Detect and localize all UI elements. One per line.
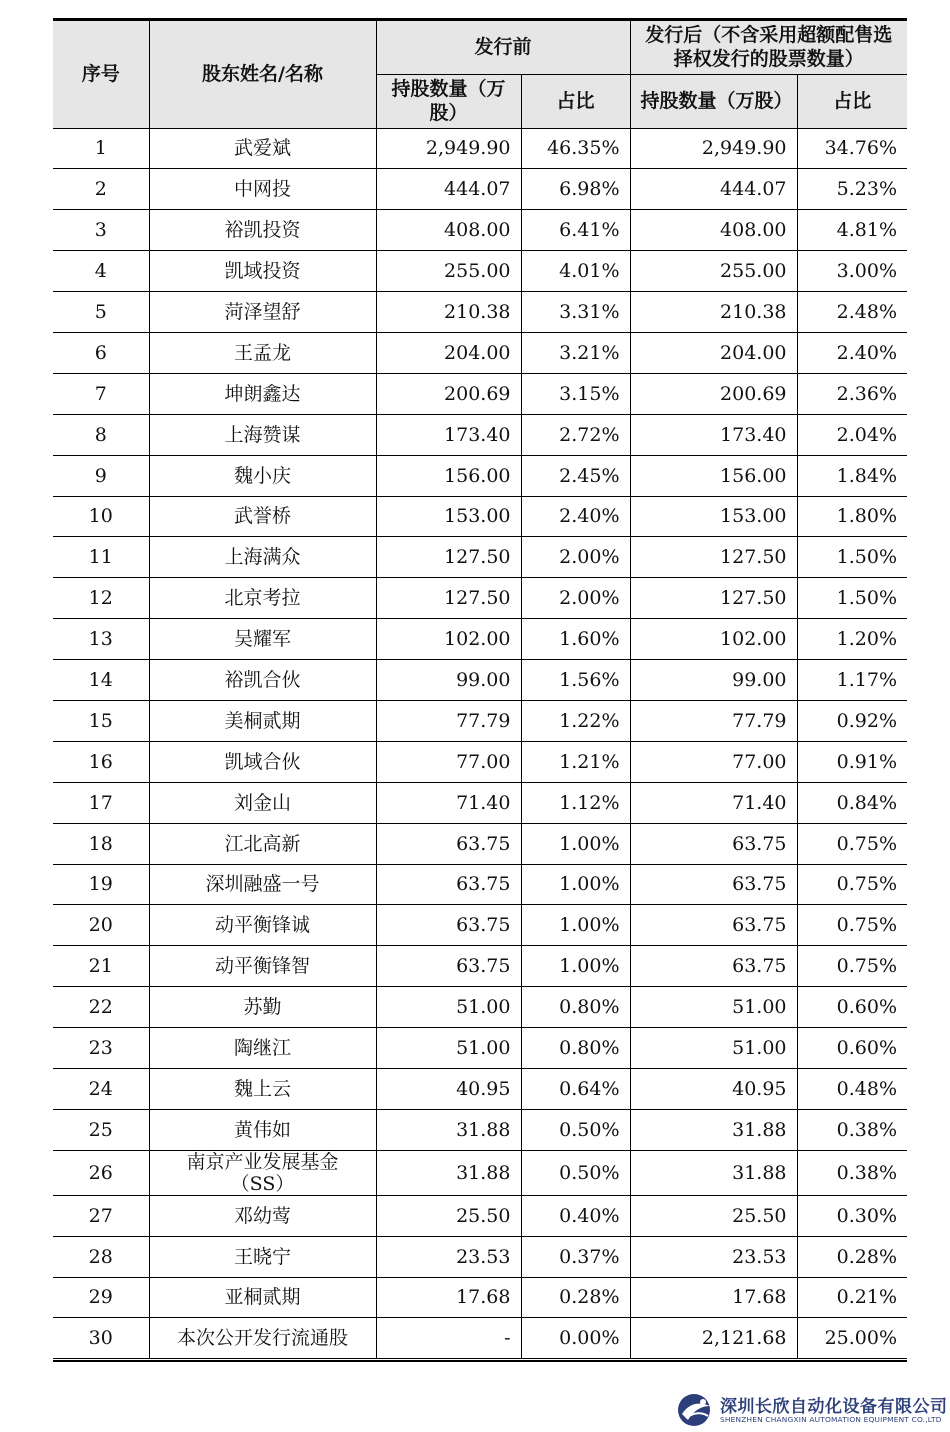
row-name: 魏小庆 — [149, 455, 376, 496]
row-before-shares: 153.00 — [376, 496, 521, 537]
row-before-shares: 127.50 — [376, 578, 521, 619]
row-after-shares: 63.75 — [630, 864, 797, 905]
row-before-shares: 127.50 — [376, 537, 521, 578]
row-after-ratio: 0.60% — [797, 987, 907, 1028]
row-after-shares: 40.95 — [630, 1068, 797, 1109]
row-seq: 4 — [53, 251, 149, 292]
row-seq: 30 — [53, 1318, 149, 1358]
table-row — [53, 782, 907, 823]
row-seq: 11 — [53, 537, 149, 578]
row-seq: 22 — [53, 987, 149, 1028]
table-row — [53, 1318, 907, 1358]
row-before-ratio: 0.00% — [521, 1318, 630, 1358]
row-seq: 24 — [53, 1068, 149, 1109]
row-seq: 25 — [53, 1109, 149, 1150]
row-seq: 10 — [53, 496, 149, 537]
header-before-shares: 持股数量（万股） — [376, 74, 521, 128]
row-after-shares: 127.50 — [630, 537, 797, 578]
row-before-shares: 71.40 — [376, 782, 521, 823]
row-after-ratio: 1.20% — [797, 619, 907, 660]
row-after-shares: 127.50 — [630, 578, 797, 619]
header-name: 股东姓名/名称 — [149, 21, 376, 128]
table-row — [53, 741, 907, 782]
row-before-shares: 77.79 — [376, 700, 521, 741]
row-before-ratio: 1.00% — [521, 823, 630, 864]
header-before-ratio: 占比 — [521, 74, 630, 128]
company-name-en: SHENZHEN CHANGXIN AUTOMATION EQUIPMENT CO.,LTD — [720, 1415, 942, 1424]
row-name: 北京考拉 — [149, 578, 376, 619]
row-before-shares: - — [376, 1318, 521, 1358]
row-after-ratio: 0.75% — [797, 946, 907, 987]
row-seq: 18 — [53, 823, 149, 864]
row-before-shares: 51.00 — [376, 1028, 521, 1069]
table-row — [53, 292, 907, 333]
row-before-shares: 204.00 — [376, 332, 521, 373]
row-seq: 20 — [53, 905, 149, 946]
row-after-shares: 408.00 — [630, 210, 797, 251]
table-row — [53, 1236, 907, 1277]
row-seq: 17 — [53, 782, 149, 823]
row-before-shares: 200.69 — [376, 373, 521, 414]
row-after-shares: 31.88 — [630, 1150, 797, 1195]
row-after-ratio: 0.75% — [797, 823, 907, 864]
row-after-shares: 25.50 — [630, 1195, 797, 1236]
row-before-ratio: 3.15% — [521, 373, 630, 414]
row-after-ratio: 0.92% — [797, 700, 907, 741]
row-before-shares: 31.88 — [376, 1150, 521, 1195]
row-seq: 5 — [53, 292, 149, 333]
changxin-logo-icon — [676, 1392, 716, 1428]
row-after-shares: 200.69 — [630, 373, 797, 414]
row-before-shares: 210.38 — [376, 292, 521, 333]
row-after-ratio: 1.80% — [797, 496, 907, 537]
row-before-ratio: 2.00% — [521, 537, 630, 578]
table-row — [53, 1195, 907, 1236]
table-row — [53, 251, 907, 292]
table-row — [53, 1028, 907, 1069]
row-seq: 19 — [53, 864, 149, 905]
row-after-ratio: 2.36% — [797, 373, 907, 414]
row-before-ratio: 3.31% — [521, 292, 630, 333]
row-after-ratio: 0.84% — [797, 782, 907, 823]
row-before-ratio: 1.12% — [521, 782, 630, 823]
row-before-ratio: 2.72% — [521, 414, 630, 455]
row-name: 陶继江 — [149, 1028, 376, 1069]
row-seq: 8 — [53, 414, 149, 455]
row-name: 吴耀军 — [149, 619, 376, 660]
row-after-ratio: 1.50% — [797, 578, 907, 619]
table-row — [53, 1068, 907, 1109]
row-after-ratio: 4.81% — [797, 210, 907, 251]
table-row — [53, 946, 907, 987]
row-before-ratio: 3.21% — [521, 332, 630, 373]
row-before-shares: 23.53 — [376, 1236, 521, 1277]
row-before-ratio: 1.00% — [521, 946, 630, 987]
table-row — [53, 455, 907, 496]
row-after-shares: 99.00 — [630, 660, 797, 701]
row-name: 裕凯投资 — [149, 210, 376, 251]
table-row — [53, 414, 907, 455]
row-after-ratio: 0.91% — [797, 741, 907, 782]
row-name: 武誉桥 — [149, 496, 376, 537]
row-after-ratio: 0.38% — [797, 1150, 907, 1195]
row-before-shares: 99.00 — [376, 660, 521, 701]
row-after-shares: 17.68 — [630, 1277, 797, 1318]
row-name: 菏泽望舒 — [149, 292, 376, 333]
row-before-ratio: 0.64% — [521, 1068, 630, 1109]
row-seq: 1 — [53, 128, 149, 169]
row-before-ratio: 0.80% — [521, 987, 630, 1028]
row-before-ratio: 1.00% — [521, 905, 630, 946]
row-seq: 28 — [53, 1236, 149, 1277]
row-name: 王孟龙 — [149, 332, 376, 373]
row-seq: 6 — [53, 332, 149, 373]
row-after-ratio: 2.04% — [797, 414, 907, 455]
row-before-shares: 173.40 — [376, 414, 521, 455]
row-before-ratio: 1.22% — [521, 700, 630, 741]
row-before-shares: 63.75 — [376, 864, 521, 905]
row-after-shares: 23.53 — [630, 1236, 797, 1277]
row-name: 中网投 — [149, 169, 376, 210]
row-seq: 15 — [53, 700, 149, 741]
table-row — [53, 169, 907, 210]
row-before-ratio: 1.21% — [521, 741, 630, 782]
row-before-ratio: 46.35% — [521, 128, 630, 169]
company-logo — [676, 1392, 946, 1428]
row-before-shares: 51.00 — [376, 987, 521, 1028]
row-before-ratio: 4.01% — [521, 251, 630, 292]
row-after-shares: 51.00 — [630, 987, 797, 1028]
row-name: 亚桐贰期 — [149, 1277, 376, 1318]
row-name: 黄伟如 — [149, 1109, 376, 1150]
row-after-ratio: 5.23% — [797, 169, 907, 210]
row-before-ratio: 6.41% — [521, 210, 630, 251]
row-after-shares: 63.75 — [630, 905, 797, 946]
row-name: 王晓宁 — [149, 1236, 376, 1277]
row-after-ratio: 0.38% — [797, 1109, 907, 1150]
table-row — [53, 578, 907, 619]
table-bottom-rule — [53, 1358, 907, 1362]
row-seq: 12 — [53, 578, 149, 619]
row-after-shares: 2,121.68 — [630, 1318, 797, 1358]
row-after-shares: 77.00 — [630, 741, 797, 782]
table-row — [53, 905, 907, 946]
row-after-shares: 71.40 — [630, 782, 797, 823]
row-after-shares: 77.79 — [630, 700, 797, 741]
row-seq: 9 — [53, 455, 149, 496]
row-after-shares: 210.38 — [630, 292, 797, 333]
row-after-ratio: 0.75% — [797, 864, 907, 905]
row-name: 上海满众 — [149, 537, 376, 578]
row-before-ratio: 2.40% — [521, 496, 630, 537]
row-after-shares: 63.75 — [630, 946, 797, 987]
table-row — [53, 1277, 907, 1318]
row-before-ratio: 1.56% — [521, 660, 630, 701]
table-row — [53, 864, 907, 905]
row-name: 动平衡锋诚 — [149, 905, 376, 946]
row-seq: 2 — [53, 169, 149, 210]
row-after-ratio: 0.60% — [797, 1028, 907, 1069]
row-before-shares: 63.75 — [376, 905, 521, 946]
row-after-ratio: 0.21% — [797, 1277, 907, 1318]
row-name: 武爱斌 — [149, 128, 376, 169]
row-name: 魏上云 — [149, 1068, 376, 1109]
row-seq: 26 — [53, 1150, 149, 1195]
table-row — [53, 700, 907, 741]
row-name: 裕凯合伙 — [149, 660, 376, 701]
row-before-ratio: 0.40% — [521, 1195, 630, 1236]
row-name: 江北高新 — [149, 823, 376, 864]
header-after: 发行后（不含采用超额配售选择权发行的股票数量） — [630, 21, 907, 74]
row-seq: 23 — [53, 1028, 149, 1069]
row-seq: 27 — [53, 1195, 149, 1236]
table-row — [53, 128, 907, 169]
table-row — [53, 332, 907, 373]
row-before-shares: 63.75 — [376, 823, 521, 864]
row-before-shares: 40.95 — [376, 1068, 521, 1109]
header-before: 发行前 — [376, 21, 630, 74]
row-after-shares: 2,949.90 — [630, 128, 797, 169]
table-row — [53, 496, 907, 537]
row-after-ratio: 0.48% — [797, 1068, 907, 1109]
company-name-cn: 深圳长欣自动化设备有限公司 — [720, 1397, 948, 1417]
row-before-shares: 444.07 — [376, 169, 521, 210]
row-seq: 29 — [53, 1277, 149, 1318]
row-before-ratio: 1.00% — [521, 864, 630, 905]
row-after-shares: 153.00 — [630, 496, 797, 537]
header-after-ratio: 占比 — [797, 74, 907, 128]
row-before-shares: 17.68 — [376, 1277, 521, 1318]
row-before-shares: 77.00 — [376, 741, 521, 782]
row-before-shares: 2,949.90 — [376, 128, 521, 169]
row-before-ratio: 2.00% — [521, 578, 630, 619]
row-seq: 21 — [53, 946, 149, 987]
row-name: 南京产业发展基金（SS） — [149, 1150, 376, 1195]
row-seq: 7 — [53, 373, 149, 414]
row-name: 邓幼莺 — [149, 1195, 376, 1236]
table-row — [53, 373, 907, 414]
row-name: 本次公开发行流通股 — [149, 1318, 376, 1358]
header-seq: 序号 — [53, 21, 149, 128]
row-after-shares: 255.00 — [630, 251, 797, 292]
row-after-ratio: 1.50% — [797, 537, 907, 578]
row-after-shares: 173.40 — [630, 414, 797, 455]
table-row — [53, 210, 907, 251]
row-after-shares: 51.00 — [630, 1028, 797, 1069]
row-after-ratio: 1.84% — [797, 455, 907, 496]
row-before-ratio: 0.37% — [521, 1236, 630, 1277]
row-name: 凯域投资 — [149, 251, 376, 292]
row-seq: 3 — [53, 210, 149, 251]
row-name: 刘金山 — [149, 782, 376, 823]
row-after-shares: 31.88 — [630, 1109, 797, 1150]
table-row — [53, 660, 907, 701]
row-name: 动平衡锋智 — [149, 946, 376, 987]
row-before-shares: 255.00 — [376, 251, 521, 292]
row-seq: 13 — [53, 619, 149, 660]
row-name: 苏勤 — [149, 987, 376, 1028]
row-before-shares: 25.50 — [376, 1195, 521, 1236]
row-before-shares: 31.88 — [376, 1109, 521, 1150]
row-after-ratio: 0.75% — [797, 905, 907, 946]
row-name: 上海赞谋 — [149, 414, 376, 455]
row-seq: 14 — [53, 660, 149, 701]
row-before-ratio: 1.60% — [521, 619, 630, 660]
row-before-ratio: 2.45% — [521, 455, 630, 496]
row-after-ratio: 0.28% — [797, 1236, 907, 1277]
table-row — [53, 537, 907, 578]
row-name: 深圳融盛一号 — [149, 864, 376, 905]
row-after-ratio: 25.00% — [797, 1318, 907, 1358]
row-after-shares: 444.07 — [630, 169, 797, 210]
row-after-ratio: 34.76% — [797, 128, 907, 169]
row-after-ratio: 0.30% — [797, 1195, 907, 1236]
row-before-shares: 408.00 — [376, 210, 521, 251]
row-name: 凯域合伙 — [149, 741, 376, 782]
row-before-ratio: 6.98% — [521, 169, 630, 210]
row-before-shares: 156.00 — [376, 455, 521, 496]
table-row — [53, 1109, 907, 1150]
table-row — [53, 987, 907, 1028]
row-after-ratio: 2.40% — [797, 332, 907, 373]
row-before-shares: 102.00 — [376, 619, 521, 660]
row-after-shares: 102.00 — [630, 619, 797, 660]
row-after-shares: 156.00 — [630, 455, 797, 496]
row-before-ratio: 0.50% — [521, 1109, 630, 1150]
row-name: 美桐贰期 — [149, 700, 376, 741]
shareholder-table — [53, 21, 907, 1358]
row-before-ratio: 0.80% — [521, 1028, 630, 1069]
row-after-shares: 204.00 — [630, 332, 797, 373]
shareholder-table-container — [53, 18, 907, 1362]
table-row — [53, 1150, 907, 1195]
row-after-ratio: 3.00% — [797, 251, 907, 292]
row-before-ratio: 0.28% — [521, 1277, 630, 1318]
row-after-ratio: 1.17% — [797, 660, 907, 701]
row-after-shares: 63.75 — [630, 823, 797, 864]
row-name: 坤朗鑫达 — [149, 373, 376, 414]
table-row — [53, 619, 907, 660]
table-body — [53, 128, 907, 1358]
header-after-shares: 持股数量（万股） — [630, 74, 797, 128]
row-after-ratio: 2.48% — [797, 292, 907, 333]
row-before-ratio: 0.50% — [521, 1150, 630, 1195]
table-row — [53, 823, 907, 864]
row-seq: 16 — [53, 741, 149, 782]
row-before-shares: 63.75 — [376, 946, 521, 987]
